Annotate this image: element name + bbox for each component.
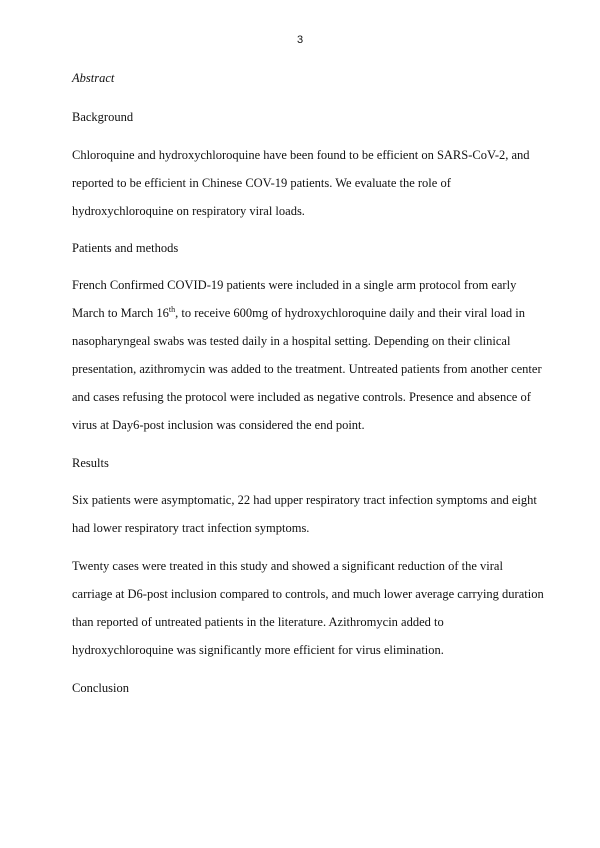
abstract-title: Abstract <box>72 71 115 85</box>
results-line: than reported of untreated patients in the literature. Azithromycin added to <box>72 615 444 629</box>
patients-methods-heading: Patients and methods <box>72 241 179 255</box>
results-line: Six patients were asymptomatic, 22 had upper respiratory tract infection symptoms and eight <box>72 493 537 507</box>
ordinal-suffix: th <box>168 304 176 314</box>
methods-line: and cases refusing the protocol were included as negative controls. Presence and absence of <box>72 390 531 404</box>
conclusion-heading: Conclusion <box>72 681 129 695</box>
background-line: Chloroquine and hydroxychloroquine have been found to be efficient on SARS-CoV-2, and <box>72 148 530 162</box>
results-line: Twenty cases were treated in this study and showed a significant reduction of the viral <box>72 559 503 573</box>
methods-line-pre: March to March 16 <box>72 306 169 320</box>
results-line: hydroxychloroquine was significantly more efficient for virus elimination. <box>72 643 444 657</box>
background-line: reported to be efficient in Chinese COV-19 patients. We evaluate the role of <box>72 176 451 190</box>
methods-line <box>72 305 525 321</box>
methods-line: presentation, azithromycin was added to the treatment. Untreated patients from another center <box>72 362 542 376</box>
methods-line: French Confirmed COVID-19 patients were included in a single arm protocol from early <box>72 278 517 292</box>
results-line: had lower respiratory tract infection symptoms. <box>72 521 310 535</box>
background-line: hydroxychloroquine on respiratory viral loads. <box>72 204 305 218</box>
methods-line-post: , to receive 600mg of hydroxychloroquine daily and their viral load in <box>175 306 525 320</box>
page-number: 3 <box>296 34 304 46</box>
methods-line: nasopharyngeal swabs was tested daily in a hospital setting. Depending on their clinical <box>72 334 511 348</box>
results-line: carriage at D6-post inclusion compared to controls, and much lower average carrying duration <box>72 587 544 601</box>
methods-line: virus at Day6-post inclusion was considered the end point. <box>72 418 365 432</box>
background-heading: Background <box>72 110 134 124</box>
results-heading: Results <box>72 456 109 470</box>
